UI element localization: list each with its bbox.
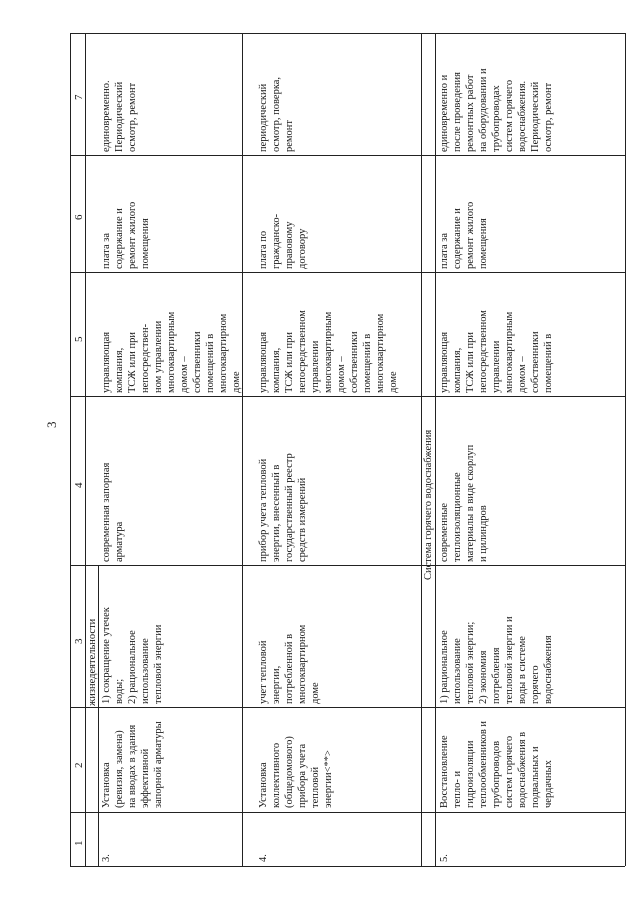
row4-col6: плата по гражданско- правовому договору [258, 213, 308, 269]
row3-num: 3. [101, 854, 112, 862]
header-col-2: 2 [73, 762, 85, 768]
row5-num: 5. [439, 854, 450, 862]
row3-col7: единовременно. Периодический осмотр, ремонт [101, 80, 138, 152]
grid-line [70, 707, 625, 708]
row4-col4: прибор учета тепловой энергии, внесенный в государственный реестр средств измерений [258, 453, 308, 562]
grid-line [70, 33, 71, 866]
row4-col2: Установка коллективного (общедомового) прибора учета тепловой энергии<**> [258, 736, 334, 808]
grid-line [98, 565, 99, 866]
row5-col2: Восстановление тепло- и гидроизоляции теплообменников и трубопроводов систем горячего водоснабжения в подвальных и чердачных [439, 720, 554, 808]
row3-col5: управляющая компания, ТСЖ или при непосредствен- ном управлении многоквартирным домом – собственники помещений в многоквартирном доме [101, 311, 242, 393]
row3-col2: Установка (ревизия, замена) на вводах в здания эффективной запорной арматуры [101, 721, 164, 808]
row4-col5: управляющая компания, ТСЖ или при непосредственном управлении многоквартирным домом – собственники помещений в многоквартирном доме [258, 310, 399, 393]
grid-line [85, 33, 86, 866]
row5-col4: современные теплоизоляционные материалы в виде скорлуп и цилиндров [439, 444, 489, 562]
grid-line [435, 33, 436, 866]
row4-col7: периодический осмотр, поверка, ремонт [258, 76, 295, 152]
page-number: 3 [44, 421, 59, 428]
row3-col6: плата за содержание и ремонт жилого помещения [101, 201, 151, 269]
grid-line [70, 812, 625, 813]
row4-col3: учет тепловой энергии, потребленной в многоквартирном доме [258, 624, 321, 704]
section-hot-water: Система горячего водоснабжения [423, 429, 434, 580]
grid-line [242, 33, 243, 866]
section-life: жизнедеятельности [87, 618, 98, 706]
header-col-1: 1 [73, 840, 85, 846]
grid-line [70, 565, 625, 566]
header-col-3: 3 [73, 638, 85, 644]
header-col-7: 7 [73, 94, 85, 100]
grid-line [70, 272, 625, 273]
grid-line [70, 866, 625, 867]
header-col-6: 6 [73, 214, 85, 220]
row5-col7: единовременно и после проведения ремонтных работ на оборудовании и трубопроводах систем горячего водоснабжения. Периодический осмотр, ремонт [439, 68, 554, 152]
row5-col6: плата за содержание и ремонт жилого помещения [439, 201, 489, 269]
row5-col3: 1) рациональное использование тепловой энергии; 2) экономия потребления тепловой энергии и воды в системе горячего водоснабжения [439, 616, 554, 704]
grid-line [70, 155, 625, 156]
row3-col4: современная запорная арматура [101, 462, 125, 562]
row4-num: 4. [258, 854, 269, 862]
grid-line [70, 33, 625, 34]
grid-line [625, 33, 626, 866]
header-col-5: 5 [73, 336, 85, 342]
header-col-4: 4 [73, 482, 85, 488]
row3-col3: 1) сокращение утечек воды; 2) рациональное использование тепловой энергии [101, 607, 164, 704]
grid-line [70, 396, 625, 397]
row5-col5: управляющая компания, ТСЖ или при непосредственном управлении многоквартирным домом – собственники помещений в [439, 310, 554, 393]
